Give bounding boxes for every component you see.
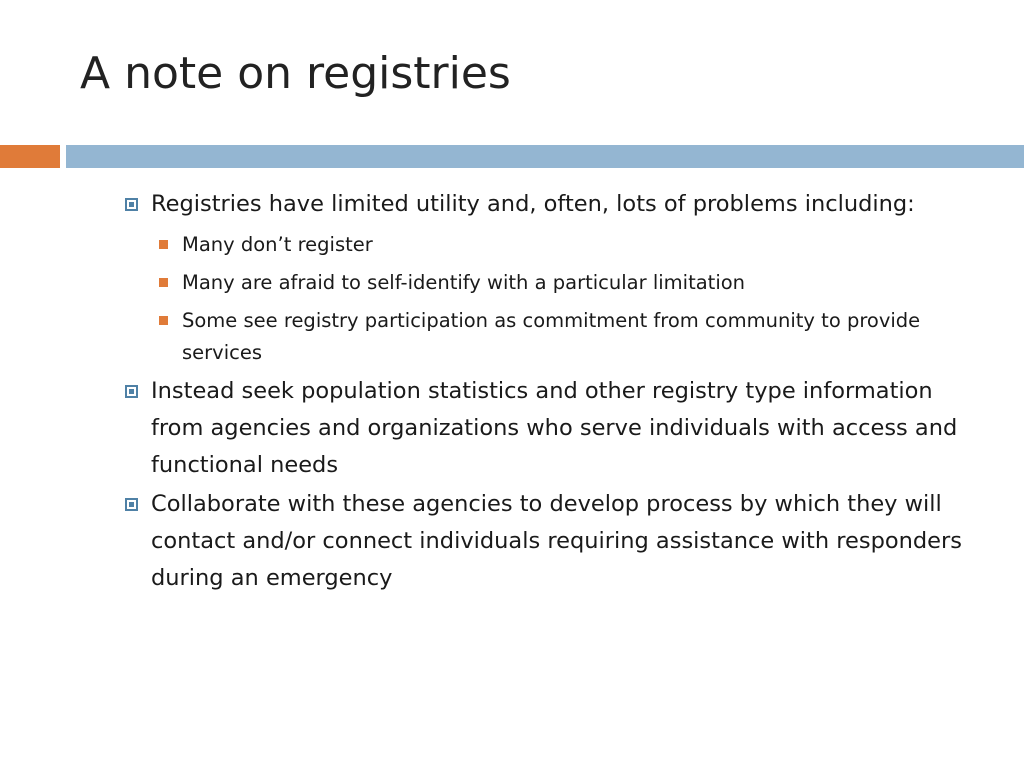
bullet-text: Registries have limited utility and, often, lots of problems including:: [151, 191, 915, 217]
sub-bullet-text: Many don’t register: [182, 233, 373, 256]
sub-bullet-item: [152, 229, 982, 261]
filled-square-bullet-icon: [159, 278, 168, 287]
bullet-item: [122, 486, 982, 597]
bullet-list: [122, 186, 982, 599]
sub-bullet-text: Some see registry participation as commitment from community to provide services: [182, 309, 921, 364]
bullet-item: [122, 373, 982, 484]
square-bullet-icon: [125, 198, 138, 211]
sub-bullet-text: Many are afraid to self-identify with a particular limitation: [182, 271, 746, 294]
slide-title: A note on registries: [80, 48, 511, 99]
accent-bar: [0, 145, 60, 168]
filled-square-bullet-icon: [159, 240, 168, 249]
sub-bullet-list: [122, 229, 982, 369]
bullet-item: [122, 186, 982, 223]
bullet-text: Instead seek population statistics and other registry type information from agencies and organizations who serve individuals with access and functional needs: [151, 378, 958, 478]
title-divider-bar: [66, 145, 1024, 168]
square-bullet-icon: [125, 385, 138, 398]
sub-bullet-item: [152, 305, 982, 369]
bullet-text: Collaborate with these agencies to develop process by which they will contact and/or connect individuals requiring assistance with responders during an emergency: [151, 491, 962, 591]
filled-square-bullet-icon: [159, 316, 168, 325]
square-bullet-icon: [125, 498, 138, 511]
sub-bullet-item: [152, 267, 982, 299]
